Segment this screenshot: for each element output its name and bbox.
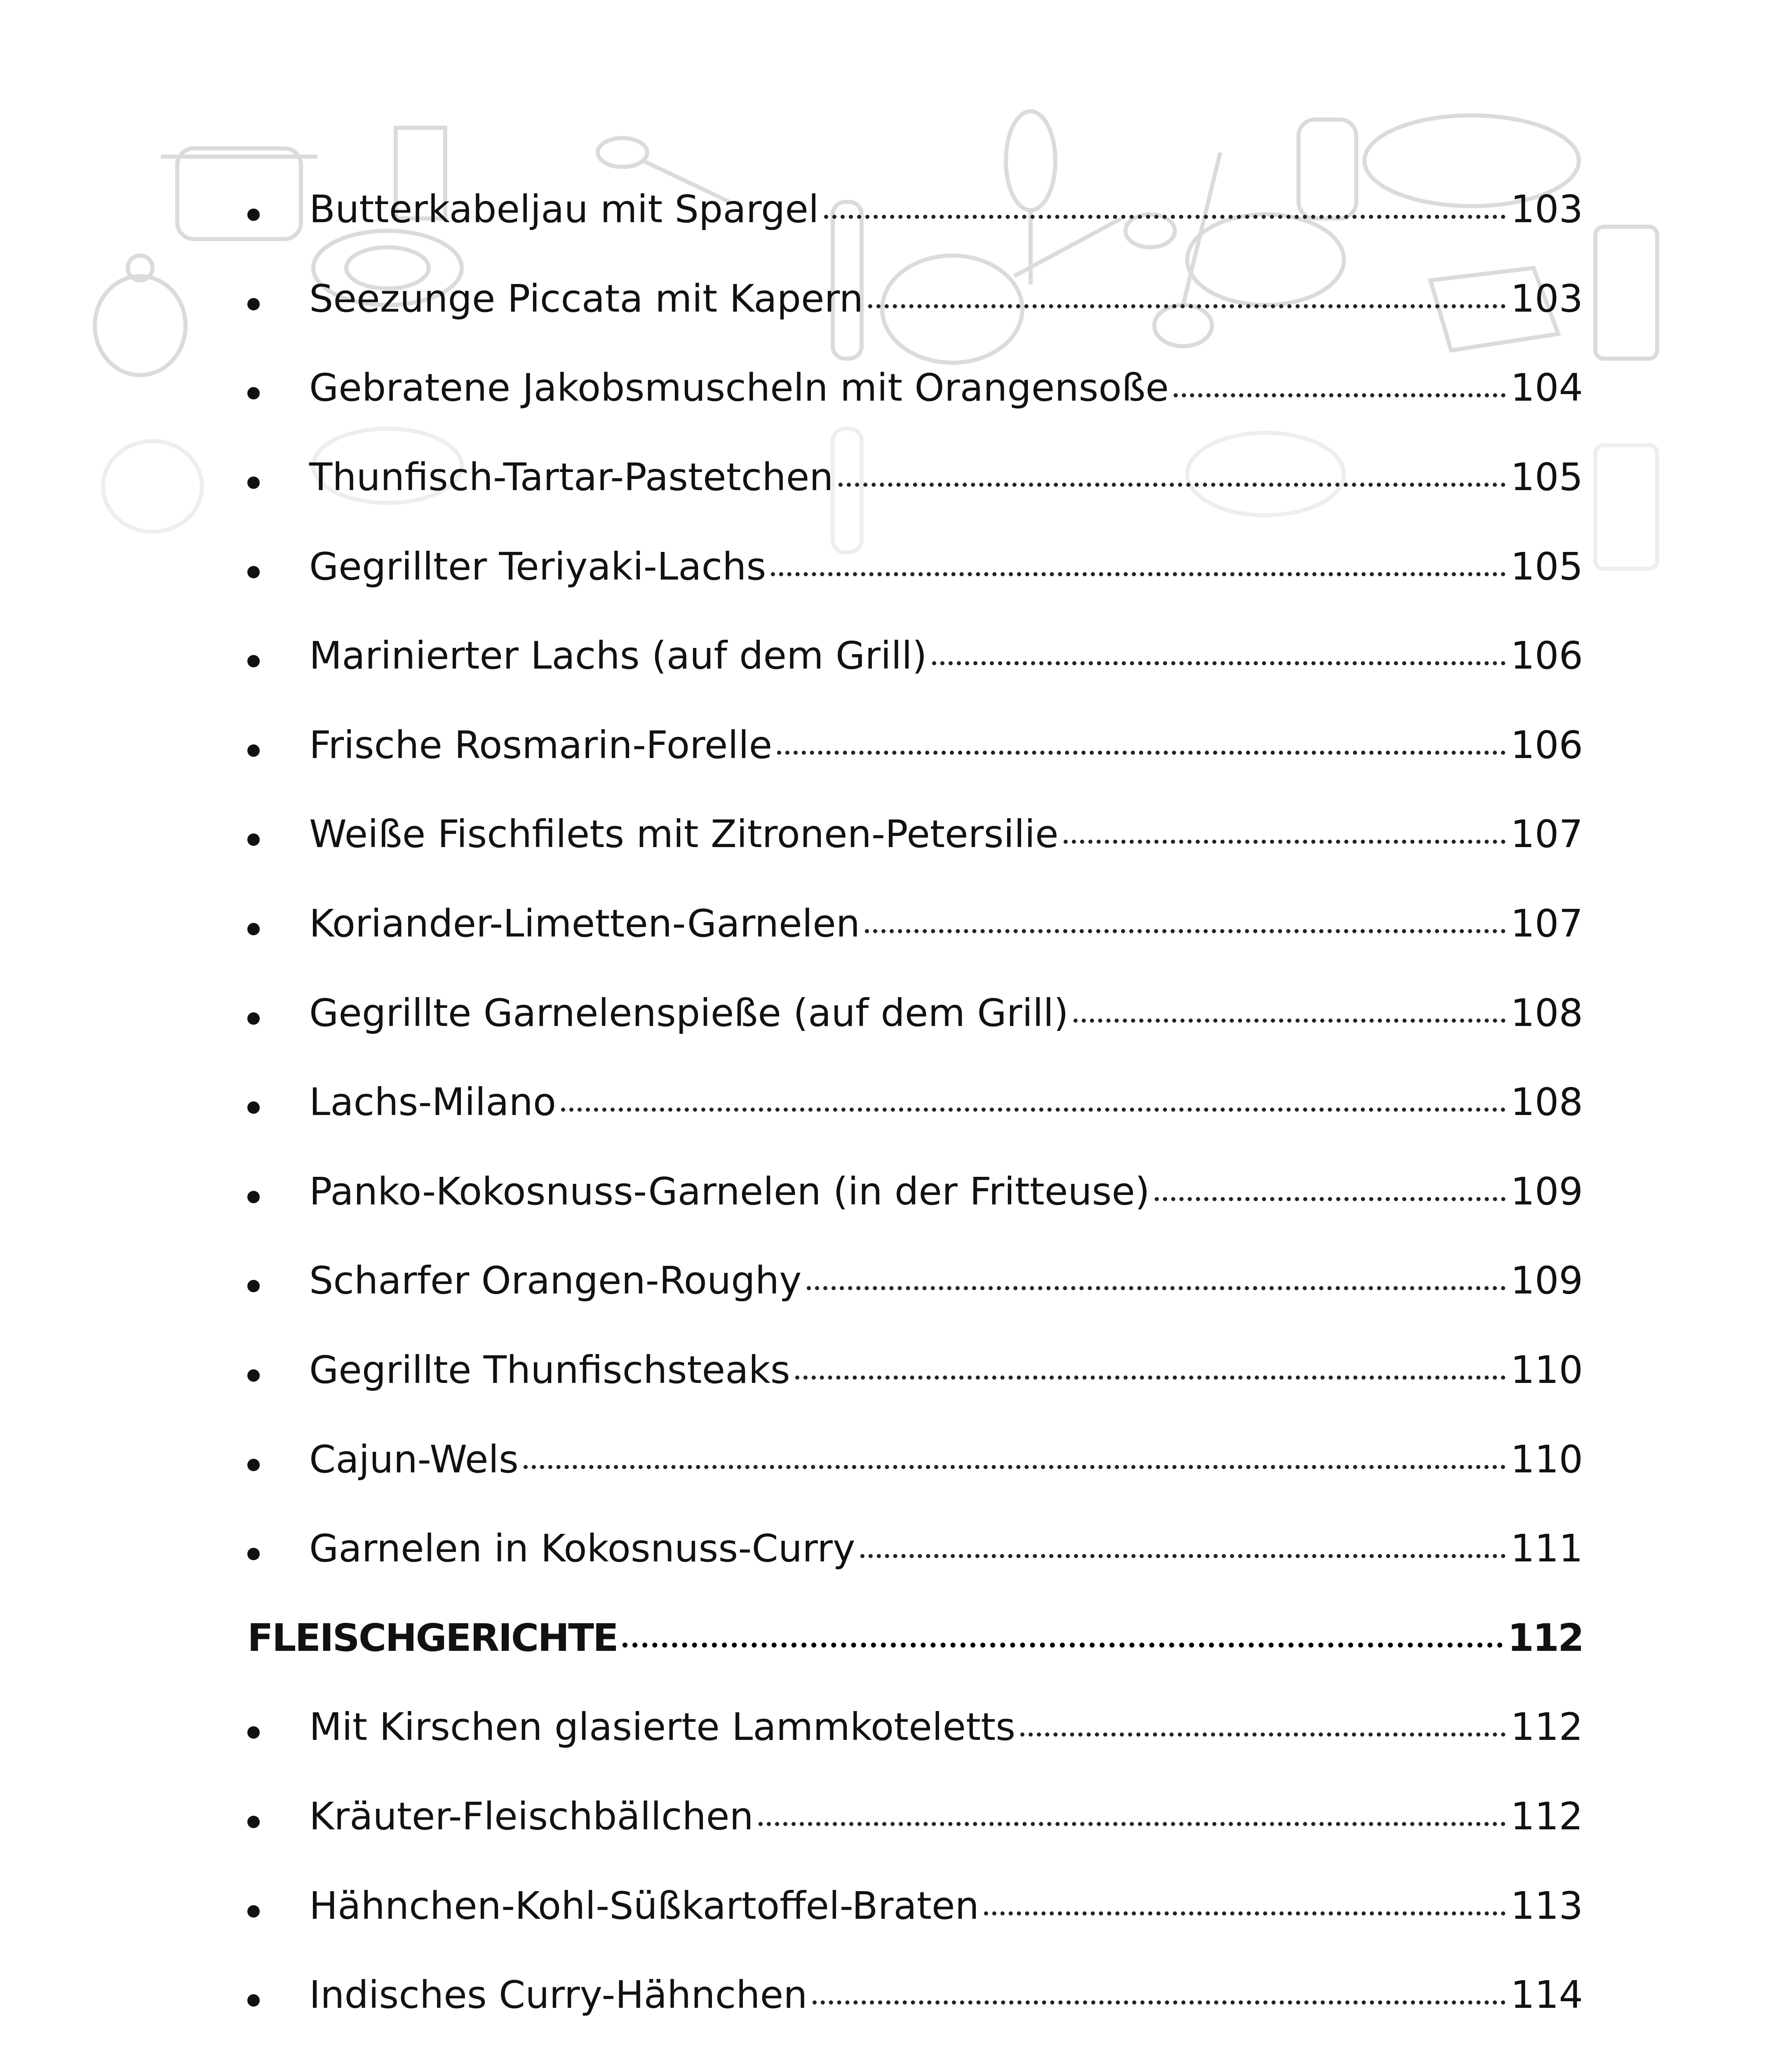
toc-entry-line	[309, 1794, 1583, 1838]
toc-entry-line	[309, 901, 1583, 946]
toc-page-number: 109	[1510, 1258, 1583, 1303]
dot-leader	[622, 1643, 1503, 1648]
toc-page-number: 112	[1510, 1794, 1583, 1838]
bullet-icon	[247, 1994, 260, 2007]
dot-leader	[807, 1286, 1506, 1290]
toc-entry	[247, 701, 1583, 790]
dot-leader	[813, 2000, 1506, 2005]
dot-leader	[824, 215, 1506, 219]
toc-page-number: 109	[1510, 1169, 1583, 1214]
toc-entry-title: Frische Rosmarin-Forelle	[309, 723, 773, 767]
bullet-icon	[247, 1459, 260, 1471]
toc-entry-line	[309, 1169, 1583, 1214]
toc-entry-line	[309, 544, 1583, 589]
bullet-icon	[247, 1012, 260, 1025]
toc-entry-title: Indisches Curry-Hähnchen	[309, 1973, 808, 2017]
toc-page-number: 105	[1510, 455, 1583, 500]
bullet-icon	[247, 923, 260, 935]
toc-entry	[247, 1951, 1583, 2040]
dot-leader	[771, 572, 1505, 576]
toc-entry	[247, 1772, 1583, 1861]
toc-page-number: 112	[1510, 1705, 1583, 1749]
dot-leader	[777, 751, 1505, 755]
toc-entry-title: Mit Kirschen glasierte Lammkoteletts	[309, 1705, 1016, 1749]
toc-page-number: 106	[1510, 723, 1583, 767]
dot-leader	[524, 1465, 1505, 1469]
toc-entry-title: Cajun-Wels	[309, 1437, 519, 1481]
bullet-icon	[247, 1548, 260, 1560]
toc-entry-line	[309, 1883, 1583, 1928]
toc-entry	[247, 1861, 1583, 1951]
toc-page-number: 111	[1510, 1526, 1583, 1571]
bullet-icon	[247, 833, 260, 846]
toc-page-number: 113	[1510, 1883, 1583, 1928]
toc-entry-title: Thunfisch-Tartar-Pastetchen	[309, 455, 834, 500]
dot-leader	[984, 1911, 1505, 1915]
toc-entry	[247, 790, 1583, 879]
toc-entry	[247, 165, 1583, 254]
toc-entry-line	[309, 812, 1583, 857]
toc-entry	[247, 522, 1583, 611]
dot-leader	[1155, 1197, 1505, 1201]
toc-page-number: 110	[1510, 1348, 1583, 1392]
toc-entry	[247, 433, 1583, 522]
toc-entry-title: Koriander-Limetten-Garnelen	[309, 901, 860, 946]
toc-entry-title: FLEISCHGERICHTE	[247, 1615, 618, 1660]
toc-entry-title: Panko-Kokosnuss-Garnelen (in der Fritteuse)	[309, 1169, 1150, 1214]
toc-entry	[247, 1326, 1583, 1415]
toc-page-number: 108	[1510, 1080, 1583, 1124]
toc-entry-line	[309, 187, 1583, 232]
toc-entry-line	[309, 1705, 1583, 1749]
toc-page-number: 105	[1510, 544, 1583, 589]
toc-entry	[247, 611, 1583, 701]
bullet-icon	[247, 209, 260, 221]
toc-entry-title: Seezunge Piccata mit Kapern	[309, 276, 864, 321]
toc-entry	[247, 1683, 1583, 1772]
toc-entry	[247, 968, 1583, 1058]
toc-entry-line	[309, 1258, 1583, 1303]
dot-leader	[860, 1554, 1506, 1558]
dot-leader	[759, 1822, 1506, 1826]
toc-entry-title: Kräuter-Fleischbällchen	[309, 1794, 754, 1838]
toc-entry-line	[309, 1973, 1583, 2017]
toc-entry-title: Weiße Fischfilets mit Zitronen-Petersilie	[309, 812, 1059, 857]
bullet-icon	[247, 744, 260, 757]
toc-entry-line	[309, 276, 1583, 321]
table-of-contents	[247, 165, 1583, 2061]
toc-entry-line	[309, 455, 1583, 500]
bullet-icon	[247, 1191, 260, 1203]
toc-entry	[247, 1058, 1583, 1147]
toc-section-heading	[247, 1594, 1583, 1683]
toc-entry	[247, 2040, 1583, 2061]
toc-page-number: 107	[1510, 812, 1583, 857]
toc-entry-title: Marinierter Lachs (auf dem Grill)	[309, 634, 927, 678]
toc-entry-title: Lachs-Milano	[309, 1080, 557, 1124]
toc-entry	[247, 254, 1583, 344]
toc-entry	[247, 1504, 1583, 1594]
dot-leader	[561, 1108, 1505, 1112]
toc-entry-title: Gegrillte Garnelenspieße (auf dem Grill)	[309, 991, 1069, 1035]
toc-page-number: 106	[1510, 634, 1583, 678]
bullet-icon	[247, 1101, 260, 1114]
toc-page-number: 112	[1507, 1615, 1583, 1660]
bullet-icon	[247, 1369, 260, 1382]
toc-entry-line	[309, 366, 1583, 410]
dot-leader	[932, 661, 1506, 665]
toc-entry-title: Hähnchen-Kohl-Süßkartoffel-Braten	[309, 1883, 979, 1928]
toc-entry	[247, 1236, 1583, 1326]
toc-entry-title: Garnelen in Kokosnuss-Curry	[309, 1526, 855, 1571]
dot-leader	[1020, 1732, 1505, 1737]
toc-entry-line	[309, 1437, 1583, 1481]
toc-entry-title: Gegrillte Thunfischsteaks	[309, 1348, 790, 1392]
bullet-icon	[247, 1905, 260, 1918]
bullet-icon	[247, 566, 260, 578]
bullet-icon	[247, 1816, 260, 1828]
toc-entry	[247, 343, 1583, 433]
bullet-icon	[247, 1280, 260, 1292]
toc-entry-line	[247, 1615, 1583, 1660]
dot-leader	[838, 483, 1506, 487]
dot-leader	[868, 304, 1505, 308]
toc-entry	[247, 879, 1583, 969]
toc-entry-line	[309, 1526, 1583, 1571]
toc-entry-title: Scharfer Orangen-Roughy	[309, 1258, 802, 1303]
toc-page-number: 114	[1510, 1973, 1583, 2017]
dot-leader	[865, 929, 1505, 933]
toc-entry-title: Gebratene Jakobsmuscheln mit Orangensoße	[309, 366, 1169, 410]
toc-entry	[247, 1415, 1583, 1504]
toc-entry-line	[309, 1348, 1583, 1392]
toc-entry-line	[309, 991, 1583, 1035]
dot-leader	[1064, 840, 1506, 844]
bullet-icon	[247, 1726, 260, 1739]
dot-leader	[1073, 1019, 1505, 1023]
dot-leader	[795, 1376, 1506, 1380]
bullet-icon	[247, 655, 260, 667]
toc-entry-line	[309, 1080, 1583, 1124]
toc-entry	[247, 1147, 1583, 1237]
toc-page-number: 108	[1510, 991, 1583, 1035]
toc-page-number: 103	[1510, 276, 1583, 321]
toc-entry-title: Butterkabeljau mit Spargel	[309, 187, 819, 232]
toc-page-number: 104	[1510, 366, 1583, 410]
toc-entry-line	[309, 634, 1583, 678]
toc-entry-line	[309, 723, 1583, 767]
bullet-icon	[247, 477, 260, 489]
toc-entry-title: Gegrillter Teriyaki-Lachs	[309, 544, 766, 589]
dot-leader	[1174, 393, 1505, 397]
toc-page-number: 110	[1510, 1437, 1583, 1481]
toc-page-number: 107	[1510, 901, 1583, 946]
bullet-icon	[247, 298, 260, 310]
toc-page-number: 103	[1510, 187, 1583, 232]
bullet-icon	[247, 387, 260, 399]
